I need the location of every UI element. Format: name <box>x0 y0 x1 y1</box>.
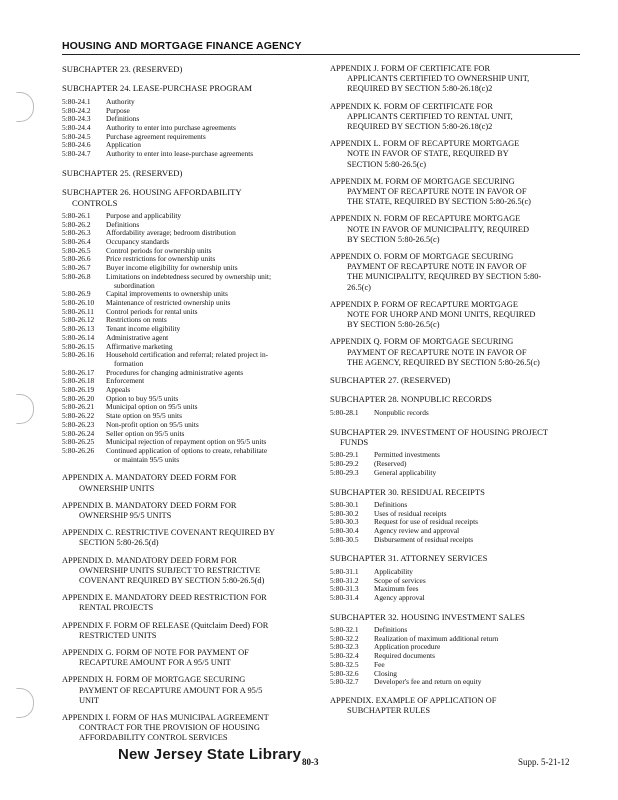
section-number: 5:80-24.1 <box>62 96 91 106</box>
section-title: Procedures for changing administrative agents <box>106 367 244 377</box>
appendix-line: APPENDIX L. FORM OF RECAPTURE MORTGAGE <box>330 139 520 149</box>
section-number: 5:80-29.3 <box>330 467 359 477</box>
section-entry <box>330 451 582 460</box>
section-number: 5:80-32.6 <box>330 668 359 678</box>
toc-section <box>330 487 582 545</box>
punch-hole-mark <box>16 92 34 122</box>
appendix-line: THE AGENCY, REQUIRED BY SECTION 5:80-26.5(c) <box>347 357 540 367</box>
section-title: Developer's fee and return on equity <box>374 677 482 687</box>
section-number: 5:80-26.25 <box>62 437 95 447</box>
section-number: 5:80-26.24 <box>62 428 95 438</box>
section-entry <box>330 594 582 603</box>
appendix-entry <box>62 675 324 706</box>
section-entry <box>62 273 324 282</box>
appendix-line: APPENDIX Q. FORM OF MORTGAGE SECURING <box>330 337 514 347</box>
section-title: Buyer income eligibility for ownership units <box>106 263 238 273</box>
section-entry <box>62 403 324 412</box>
section-entry <box>330 577 582 586</box>
section-number: 5:80-31.1 <box>330 566 359 576</box>
header-rule <box>62 54 580 55</box>
appendix-line: REQUIRED BY SECTION 5:80-26.18(c)2 <box>347 122 493 132</box>
section-number: 5:80-26.20 <box>62 393 95 403</box>
section-title: Agency approval <box>374 592 425 602</box>
appendix-entry <box>330 102 582 133</box>
section-title: Scope of services <box>374 575 426 585</box>
section-number: 5:80-30.4 <box>330 526 359 536</box>
section-title: Control periods for rental units <box>106 306 198 316</box>
toc-section <box>330 612 582 687</box>
section-title: Affirmative marketing <box>106 341 173 351</box>
section-number: 5:80-26.4 <box>62 237 91 247</box>
supplement-date: Supp. 5-21-12 <box>518 757 570 767</box>
section-number: 5:80-24.4 <box>62 122 91 132</box>
heading-line: FUNDS <box>340 437 369 447</box>
section-entry <box>330 652 582 661</box>
appendix-line: 26.5(c) <box>347 282 371 292</box>
appendix-entry <box>62 556 324 587</box>
section-number: 5:80-26.8 <box>62 271 91 281</box>
toc-section <box>330 427 582 478</box>
section-title: Option to buy 95/5 units <box>106 393 179 403</box>
section-list <box>330 451 582 477</box>
heading-line: SUBCHAPTER 29. INVESTMENT OF HOUSING PROJECT <box>330 426 549 437</box>
section-title: Applicability <box>374 566 413 576</box>
appendix-line: THE MUNICIPALITY, REQUIRED BY SECTION 5:80- <box>347 272 542 282</box>
section-number: 5:80-26.15 <box>62 341 95 351</box>
appendix-line: NOTE FOR UHORP AND MONI UNITS, REQUIRED <box>347 310 536 320</box>
section-number: 5:80-24.7 <box>62 149 91 159</box>
section-title: Realization of maximum additional return <box>374 633 499 643</box>
section-number: 5:80-26.6 <box>62 254 91 264</box>
appendix-line: OWNERSHIP 95/5 UNITS <box>79 510 172 520</box>
subchapter-heading <box>62 64 324 74</box>
appendix-entry <box>330 252 582 293</box>
library-stamp: New Jersey State Library <box>118 746 302 763</box>
section-list <box>330 626 582 687</box>
toc-section <box>62 187 324 464</box>
subchapter-heading <box>330 487 582 497</box>
section-entry <box>330 469 582 478</box>
heading-line: SUBCHAPTER 31. ATTORNEY SERVICES <box>330 553 488 564</box>
section-title: formation <box>114 358 144 368</box>
section-number: 5:80-30.3 <box>330 517 359 527</box>
section-title: Authority <box>106 96 135 106</box>
heading-line: SUBCHAPTER 30. RESIDUAL RECEIPTS <box>330 486 485 497</box>
appendix-line: BY SECTION 5:80-26.5(c) <box>347 234 440 244</box>
section-title: Price restrictions for ownership units <box>106 254 216 264</box>
appendix-line: APPENDIX F. FORM OF RELEASE (Quitclaim Deed) FOR <box>62 620 269 630</box>
section-entry <box>62 351 324 360</box>
section-title: Definitions <box>374 499 408 509</box>
subchapter-heading <box>330 427 582 448</box>
section-entry <box>62 421 324 430</box>
section-number: 5:80-24.3 <box>62 114 91 124</box>
section-title: Required documents <box>374 651 435 661</box>
page-number: 80-3 <box>302 757 319 767</box>
section-title: State option on 95/5 units <box>106 411 182 421</box>
section-title: Authority to enter into purchase agreements <box>106 122 236 132</box>
section-title: Request for use of residual receipts <box>374 517 479 527</box>
section-title: Definitions <box>106 114 140 124</box>
heading-line: SUBCHAPTER 25. (RESERVED) <box>62 167 183 178</box>
appendix-line: APPENDIX B. MANDATORY DEED FORM FOR <box>62 500 237 510</box>
toc-section <box>330 553 582 602</box>
section-number: 5:80-26.3 <box>62 228 91 238</box>
section-number: 5:80-26.7 <box>62 263 91 273</box>
appendix-line: APPENDIX H. FORM OF MORTGAGE SECURING <box>62 675 246 685</box>
section-number: 5:80-26.5 <box>62 245 91 255</box>
section-number: 5:80-30.5 <box>330 534 359 544</box>
section-title: Control periods for ownership units <box>106 245 212 255</box>
appendix-line: APPENDIX. EXAMPLE OF APPLICATION OF <box>330 695 497 705</box>
section-title: Closing <box>374 668 397 678</box>
section-number: 5:80-26.11 <box>62 306 94 316</box>
section-number: 5:80-32.1 <box>330 625 359 635</box>
section-number: 5:80-29.2 <box>330 459 359 469</box>
section-title: Continued application of options to create, rehabilitate <box>106 445 268 455</box>
section-title: Disbursement of residual receipts <box>374 534 474 544</box>
section-title: Municipal rejection of repayment option on 95/5 units <box>106 437 267 447</box>
heading-line: SUBCHAPTER 23. (RESERVED) <box>62 64 183 74</box>
section-entry <box>62 377 324 386</box>
section-number <box>62 456 106 465</box>
appendix-line: OWNERSHIP UNITS <box>79 483 155 493</box>
appendix-entry <box>330 177 582 208</box>
appendix-line: APPENDIX M. FORM OF MORTGAGE SECURING <box>330 176 515 186</box>
appendix-line: APPENDIX O. FORM OF MORTGAGE SECURING <box>330 252 514 262</box>
section-entry <box>62 107 324 116</box>
appendix-line: APPENDIX I. FORM OF HAS MUNICIPAL AGREEMENT <box>62 713 269 722</box>
toc-section <box>330 375 582 385</box>
appendix-line: APPENDIX P. FORM OF RECAPTURE MORTGAGE <box>330 299 518 309</box>
section-title: Permitted investments <box>374 450 440 460</box>
section-list <box>62 98 324 159</box>
appendix-line: AFFORDABILITY CONTROL SERVICES <box>79 733 228 743</box>
section-number: 5:80-26.23 <box>62 419 95 429</box>
toc-section <box>330 394 582 417</box>
appendix-line: APPENDIX J. FORM OF CERTIFICATE FOR <box>330 64 491 73</box>
appendix-line: APPENDIX E. MANDATORY DEED RESTRICTION FOR <box>62 593 267 603</box>
subchapter-heading <box>330 553 582 563</box>
section-entry <box>330 460 582 469</box>
section-list <box>330 501 582 545</box>
appendix-line: APPLICANTS CERTIFIED TO OWNERSHIP UNIT, <box>347 74 530 84</box>
appendix-entry <box>330 139 582 170</box>
section-entry <box>62 386 324 395</box>
section-number: 5:80-26.1 <box>62 210 91 220</box>
section-list <box>62 212 324 464</box>
appendix-entry <box>330 696 582 716</box>
section-title: Purpose <box>106 105 130 115</box>
section-number: 5:80-26.9 <box>62 289 91 299</box>
section-title: Seller option on 95/5 units <box>106 428 185 438</box>
toc-section <box>62 83 324 158</box>
section-title: Municipal option on 95/5 units <box>106 402 198 412</box>
appendix-line: APPENDIX G. FORM OF NOTE FOR PAYMENT OF <box>62 647 249 657</box>
section-entry <box>330 568 582 577</box>
heading-line: SUBCHAPTER 24. LEASE-PURCHASE PROGRAM <box>62 83 253 94</box>
appendix-line: RESTRICTED UNITS <box>79 630 157 640</box>
appendix-line: COVENANT REQUIRED BY SECTION 5:80-26.5(d) <box>79 575 265 585</box>
section-entry <box>62 98 324 107</box>
appendix-entry <box>62 473 324 493</box>
section-number: 5:80-31.2 <box>330 575 359 585</box>
appendix-line: APPENDIX N. FORM OF RECAPTURE MORTGAGE <box>330 214 521 224</box>
subchapter-heading <box>62 83 324 93</box>
appendix-entry <box>62 648 324 668</box>
right-column <box>330 64 582 723</box>
left-column <box>62 64 324 751</box>
appendix-entry <box>330 337 582 368</box>
section-number: 5:80-31.3 <box>330 584 359 594</box>
section-number: 5:80-28.1 <box>330 407 359 417</box>
section-title: Nonpublic records <box>374 407 429 417</box>
section-entry <box>330 409 582 418</box>
appendix-line: APPENDIX C. RESTRICTIVE COVENANT REQUIRED BY <box>62 528 275 538</box>
section-number: 5:80-32.4 <box>330 651 359 661</box>
appendix-line: UNIT <box>79 695 100 705</box>
section-entry <box>62 334 324 343</box>
section-title: Appeals <box>106 385 131 395</box>
appendix-line: SECTION 5:80-26.5(c) <box>347 159 427 169</box>
section-number: 5:80-26.21 <box>62 402 95 412</box>
appendix-line: BY SECTION 5:80-26.5(c) <box>347 320 440 330</box>
appendix-entry <box>62 621 324 641</box>
section-number: 5:80-32.3 <box>330 642 359 652</box>
section-title: Capital improvements to ownership units <box>106 289 228 299</box>
appendix-line: APPENDIX A. MANDATORY DEED FORM FOR <box>62 473 237 483</box>
section-number: 5:80-26.12 <box>62 315 95 325</box>
appendix-line: RENTAL PROJECTS <box>79 603 154 613</box>
section-entry <box>62 325 324 334</box>
section-title: Restrictions on rents <box>106 315 167 325</box>
section-number: 5:80-26.2 <box>62 219 91 229</box>
section-number: 5:80-26.22 <box>62 411 95 421</box>
section-number: 5:80-30.2 <box>330 508 359 518</box>
section-number: 5:80-32.7 <box>330 677 359 687</box>
section-entry <box>62 369 324 378</box>
heading-line: SUBCHAPTER 26. HOUSING AFFORDABILITY <box>62 187 242 198</box>
punch-hole-mark <box>16 394 34 424</box>
section-title: Application <box>106 140 141 150</box>
section-number: 5:80-32.2 <box>330 633 359 643</box>
appendix-line: APPENDIX D. MANDATORY DEED FORM FOR <box>62 555 237 565</box>
appendix-line: APPENDIX K. FORM OF CERTIFICATE FOR <box>330 101 493 111</box>
appendix-entry <box>62 501 324 521</box>
subchapter-heading <box>330 394 582 404</box>
appendix-line: PAYMENT OF RECAPTURE NOTE IN FAVOR OF <box>347 262 527 272</box>
subchapter-heading <box>330 612 582 622</box>
section-title: Maximum fees <box>374 584 419 594</box>
section-number: 5:80-32.5 <box>330 659 359 669</box>
section-title: Purchase agreement requirements <box>106 131 206 141</box>
section-title: or maintain 95/5 units <box>114 454 180 464</box>
section-entry <box>62 229 324 238</box>
subchapter-heading <box>62 168 324 178</box>
heading-line: CONTROLS <box>72 197 118 208</box>
section-entry <box>330 678 582 687</box>
section-list <box>330 568 582 603</box>
section-number: 5:80-30.1 <box>330 499 359 509</box>
appendix-entry <box>330 300 582 331</box>
section-title: Maintenance of restricted ownership units <box>106 297 231 307</box>
page-header: HOUSING AND MORTGAGE FINANCE AGENCY <box>62 40 302 52</box>
section-entry <box>330 661 582 670</box>
appendix-entry <box>62 593 324 613</box>
section-number: 5:80-26.10 <box>62 297 95 307</box>
section-title: Agency review and approval <box>374 526 460 536</box>
heading-line: SUBCHAPTER 28. NONPUBLIC RECORDS <box>330 394 492 405</box>
section-number: 5:80-26.16 <box>62 350 95 360</box>
section-title: Affordability average; bedroom distribution <box>106 228 236 238</box>
appendix-line: NOTE IN FAVOR OF MUNICIPALITY, REQUIRED <box>347 224 530 234</box>
appendix-line: PAYMENT OF RECAPTURE NOTE IN FAVOR OF <box>347 347 527 357</box>
section-entry <box>330 635 582 644</box>
appendix-line: NOTE IN FAVOR OF STATE, REQUIRED BY <box>347 149 509 159</box>
section-number: 5:80-26.13 <box>62 324 95 334</box>
section-title: Authority to enter into lease-purchase agreements <box>106 149 254 159</box>
heading-line: SUBCHAPTER 32. HOUSING INVESTMENT SALES <box>330 611 525 622</box>
section-number: 5:80-24.2 <box>62 105 91 115</box>
section-title: Definitions <box>106 219 140 229</box>
appendix-line: PAYMENT OF RECAPTURE NOTE IN FAVOR OF <box>347 187 527 197</box>
appendix-entry <box>62 528 324 548</box>
section-title: Application procedure <box>374 642 441 652</box>
section-number: 5:80-26.26 <box>62 445 95 455</box>
section-title: (Reserved) <box>374 459 407 469</box>
appendix-line: OWNERSHIP UNITS SUBJECT TO RESTRICTIVE <box>79 565 261 575</box>
appendix-line: REQUIRED BY SECTION 5:80-26.18(c)2 <box>347 84 493 94</box>
section-number: 5:80-26.19 <box>62 385 95 395</box>
section-title: Administrative agent <box>106 332 169 342</box>
section-entry <box>62 316 324 325</box>
section-entry <box>62 150 324 159</box>
punch-hole-mark <box>16 688 34 718</box>
section-title: Definitions <box>374 625 408 635</box>
toc-section <box>62 168 324 178</box>
section-title: subordination <box>114 280 155 290</box>
appendix-entry <box>330 214 582 245</box>
section-title: Limitations on indebtedness secured by ownership unit; <box>106 271 272 281</box>
section-entry <box>62 456 324 465</box>
section-entry <box>330 585 582 594</box>
appendix-line: CONTRACT FOR THE PROVISION OF HOUSING <box>79 723 260 733</box>
appendix-line: THE STATE, REQUIRED BY SECTION 5:80-26.5(c) <box>347 197 531 207</box>
toc-section <box>62 64 324 74</box>
section-number: 5:80-24.6 <box>62 140 91 150</box>
subchapter-heading <box>62 187 324 208</box>
section-title: General applicability <box>374 467 437 477</box>
section-number: 5:80-26.14 <box>62 332 95 342</box>
appendix-line: PAYMENT OF RECAPTURE AMOUNT FOR A 95/5 <box>79 685 263 695</box>
section-number: 5:80-24.5 <box>62 131 91 141</box>
appendix-line: APPLICANTS CERTIFIED TO RENTAL UNIT, <box>347 111 513 121</box>
section-title: Purpose and applicability <box>106 210 182 220</box>
heading-line: SUBCHAPTER 27. (RESERVED) <box>330 375 451 386</box>
subchapter-heading <box>330 375 582 385</box>
section-entry <box>62 308 324 317</box>
section-entry <box>330 643 582 652</box>
section-entry <box>62 447 324 456</box>
section-entry <box>62 133 324 142</box>
appendix-line: RECAPTURE AMOUNT FOR A 95/5 UNIT <box>79 658 231 668</box>
section-title: Tenant income eligibility <box>106 324 181 334</box>
section-number: 5:80-26.17 <box>62 367 95 377</box>
appendix-line: SECTION 5:80-26.5(d) <box>79 538 159 548</box>
section-entry <box>330 536 582 545</box>
section-title: Non-profit option on 95/5 units <box>106 419 199 429</box>
section-number: 5:80-29.1 <box>330 450 359 460</box>
section-number: 5:80-31.4 <box>330 592 359 602</box>
section-entry <box>330 501 582 510</box>
section-title: Fee <box>374 659 385 669</box>
appendix-entry <box>62 713 324 744</box>
section-list <box>330 409 582 418</box>
appendix-line: SUBCHAPTER RULES <box>347 706 431 716</box>
section-number: 5:80-26.18 <box>62 376 95 386</box>
appendix-entry <box>330 64 582 95</box>
section-title: Enforcement <box>106 376 145 386</box>
section-title: Household certification and referral; related project in- <box>106 350 269 360</box>
section-entry <box>62 212 324 221</box>
section-title: Occupancy standards <box>106 237 170 247</box>
section-title: Uses of residual receipts <box>374 508 447 518</box>
